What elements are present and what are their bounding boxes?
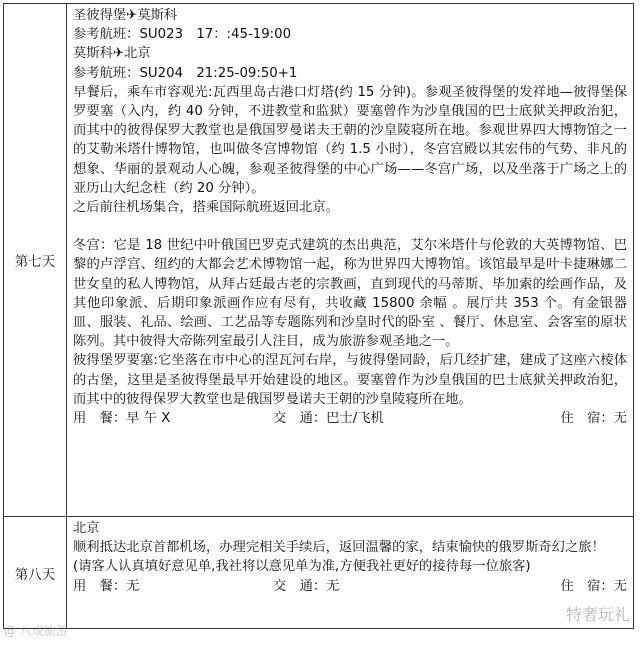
spacer <box>73 217 627 236</box>
day-label-cell <box>4 517 67 629</box>
route-line: 圣彼得堡✈莫斯科 <box>73 8 178 23</box>
watermark-left: @ 八成旅游 <box>4 624 68 638</box>
meals-text: 用 餐：早 午 X <box>73 411 171 427</box>
lodging-text: 住 宿：无 <box>560 411 627 427</box>
feedback-note: (请客人认真填好意见单,我社将以意见单为准,方便我社更好的接待每一位旅客) <box>73 559 531 575</box>
meals-text: 用 餐：无 <box>73 578 140 594</box>
day-row-7 <box>4 4 634 517</box>
day-label-cell <box>4 4 67 517</box>
city-line: 北京 <box>73 521 100 536</box>
description-paragraph: 早餐后，乘车市容观光:瓦西里岛古港口灯塔(约 15 分钟)。参观圣彼得堡的发祥地—彼得堡保罗要塞（入内，约 40 分钟，不进教堂和监狱）要塞曾作为沙皇俄国的巴士底狱关押政治犯，而其中的彼得保罗大教堂也是俄国罗曼诺夫王朝的沙皇陵寝所在地。参观世界四大博物馆之一的艾勒米塔什博物馆，也叫做冬宫博物馆（约 1.5 小时），冬宫宫殿以其宏伟的气势、非凡的想象、华丽的景观动人心魄，参观圣彼得堡的中心广场——冬宫广场，以及坐落于广场之上的亚历山大纪念柱（约 20 分钟）。 <box>73 84 627 196</box>
description-paragraph: 之后前往机场集合，搭乘国际航班返回北京。 <box>73 200 339 216</box>
description-paragraph: 彼得堡罗要塞:它坐落在市中心的涅瓦河右岸，与彼得堡同龄，后几经扩建，建成了这座六棱体的古堡，这里是圣彼得堡最早开始建设的地区。要塞曾作为沙皇俄国的巴士底狱关押政治犯，而其中的彼得保罗大教堂也是俄国罗曼诺夫王朝的沙皇陵寝所在地。 <box>73 353 627 407</box>
meal-info-line <box>73 409 627 428</box>
meal-info-line <box>73 577 627 596</box>
description-paragraph: 顺利抵达北京首都机场，办理完相关手续后，返回温馨的家，结束愉快的俄罗斯奇幻之旅！ <box>73 540 605 556</box>
flight-line: 参考航班：SU204 21:25-09:50+1 <box>73 65 298 81</box>
watermark-right: 特奢玩礼 <box>565 605 630 624</box>
lodging-text: 住 宿：无 <box>560 578 627 594</box>
day-label: 第七天 <box>14 254 56 270</box>
flight-line: 参考航班：SU023 17：:45-19:00 <box>73 27 292 43</box>
transport-text: 交 通：巴士/飞机 <box>273 411 384 427</box>
transport-text: 交 通：无 <box>273 578 340 594</box>
day-row-8 <box>4 517 634 629</box>
route-line: 莫斯科✈北京 <box>73 46 151 62</box>
itinerary-table <box>3 3 634 629</box>
itinerary-table-wrap <box>3 3 634 629</box>
day-content-cell <box>67 517 634 629</box>
description-paragraph: 冬宫：它是 18 世纪中叶俄国巴罗克式建筑的杰出典范，艾尔米塔什与伦敦的大英博物馆、巴黎的卢浮宫、纽约的大都会艺术博物馆一起，称为世界四大博物馆。该馆最早是叶卡捷琳娜二世女皇的私人博物馆，从拜占廷最古老的宗教画，直到现代的马蒂斯、毕加索的绘画作品，及其他印象派、后期印象派画作应有尽有，共收藏 15800 余幅 。展厅共 353 个。有金银器皿、服装、礼品、绘画、工艺品等专题陈列和沙皇时代的卧室 、餐厅、休息室、会客室的原状陈列。其中彼得大帝陈列室最引人注目，成为旅游参观圣地之一。 <box>73 238 627 350</box>
day-content-cell <box>67 4 634 517</box>
day-label: 第八天 <box>14 566 56 583</box>
